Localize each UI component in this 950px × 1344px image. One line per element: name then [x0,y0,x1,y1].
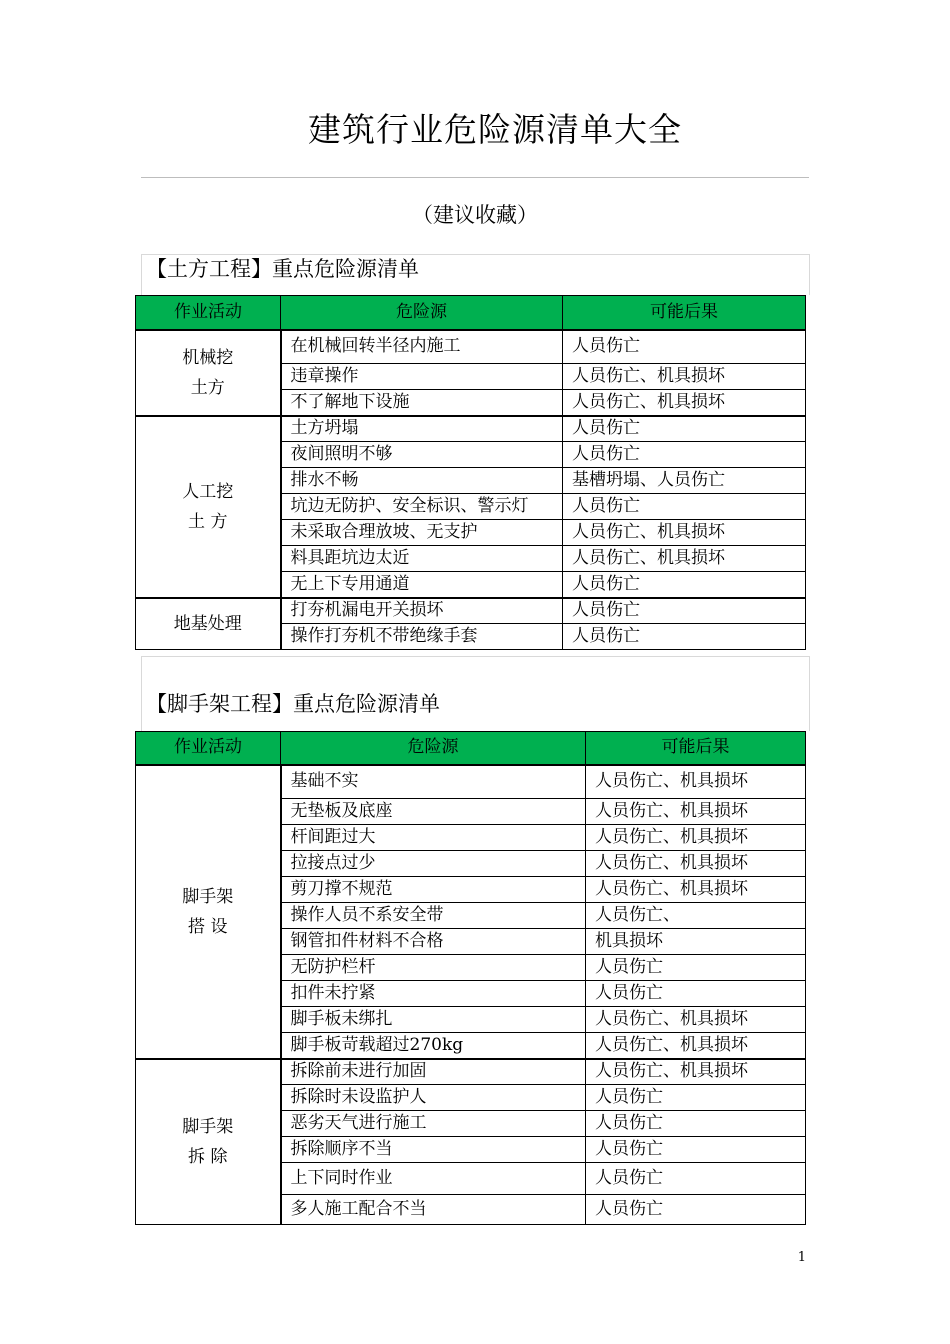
consequence-cell: 人员伤亡、机具损坏 [586,825,806,851]
hazard-cell: 在机械回转半径内施工 [281,330,563,364]
page-title: 建筑行业危险源清单大全 [308,110,682,149]
activity-label-line: 土方 [190,377,225,398]
hazard-cell: 料具距坑边太近 [281,546,563,572]
consequence-cell: 人员伤亡、机具损坏 [586,877,806,903]
consequence-cell: 人员伤亡 [563,624,806,650]
hazard-cell: 上下同时作业 [281,1163,586,1195]
consequence-cell: 人员伤亡、机具损坏 [586,765,806,799]
activity-cell [136,330,281,416]
consequence-cell: 人员伤亡 [586,1195,806,1225]
table-row [136,765,806,799]
hazard-cell: 操作打夯机不带绝缘手套 [281,624,563,650]
table-row [136,598,806,624]
hazard-cell: 违章操作 [281,364,563,390]
consequence-cell: 人员伤亡、机具损坏 [586,1007,806,1033]
consequence-cell: 人员伤亡 [563,572,806,598]
column-header-hazard: 危险源 [281,296,563,330]
consequence-cell: 人员伤亡 [586,955,806,981]
consequence-cell: 人员伤亡 [563,494,806,520]
hazard-cell: 拆除时未设监护人 [281,1085,586,1111]
consequence-cell: 人员伤亡、机具损坏 [563,390,806,416]
consequence-cell: 人员伤亡 [563,416,806,442]
hazard-cell: 杆间距过大 [281,825,586,851]
consequence-cell: 人员伤亡、机具损坏 [586,1033,806,1059]
table-row [136,416,806,442]
consequence-cell: 人员伤亡、机具损坏 [586,851,806,877]
consequence-cell: 人员伤亡 [586,1085,806,1111]
consequence-cell: 人员伤亡、机具损坏 [563,520,806,546]
consequence-cell: 人员伤亡 [563,442,806,468]
section-heading-earthwork: 【土方工程】重点危险源清单 [146,257,419,281]
consequence-cell: 人员伤亡、机具损坏 [563,364,806,390]
hazard-cell: 土方坍塌 [281,416,563,442]
table-row [136,330,806,364]
activity-cell [136,598,281,650]
consequence-cell: 机具损坏 [586,929,806,955]
hazard-cell: 脚手板苛载超过270kg [281,1033,586,1059]
hazard-cell: 拆除前未进行加固 [281,1059,586,1085]
hazard-cell: 打夯机漏电开关损坏 [281,598,563,624]
hazard-cell: 恶劣天气进行施工 [281,1111,586,1137]
consequence-cell: 人员伤亡 [586,1163,806,1195]
consequence-cell: 人员伤亡、机具损坏 [586,799,806,825]
hazard-table-earthwork [135,295,806,650]
hazard-cell: 无垫板及底座 [281,799,586,825]
consequence-cell: 人员伤亡 [563,330,806,364]
activity-cell [136,765,281,1059]
column-header-activity: 作业活动 [136,296,281,330]
consequence-cell: 人员伤亡、机具损坏 [563,546,806,572]
activity-label-line: 机械挖 [182,347,234,368]
consequence-cell: 基槽坍塌、人员伤亡 [563,468,806,494]
title-divider [141,177,809,178]
table-row [136,1059,806,1085]
activity-cell [136,416,281,598]
hazard-cell: 坑边无防护、安全标识、警示灯 [281,494,563,520]
page-subtitle: （建议收藏） [412,203,538,227]
hazard-cell: 操作人员不系安全带 [281,903,586,929]
consequence-cell: 人员伤亡 [563,598,806,624]
hazard-cell: 多人施工配合不当 [281,1195,586,1225]
section-heading-scaffolding: 【脚手架工程】重点危险源清单 [146,692,440,716]
hazard-cell: 未采取合理放坡、无支护 [281,520,563,546]
hazard-cell: 脚手板未绑扎 [281,1007,586,1033]
consequence-cell: 人员伤亡 [586,1111,806,1137]
page-number: 1 [797,1250,806,1265]
activity-label-line: 脚手架 [182,886,234,907]
consequence-cell: 人员伤亡、机具损坏 [586,1059,806,1085]
hazard-cell: 钢管扣件材料不合格 [281,929,586,955]
hazard-cell: 基础不实 [281,765,586,799]
hazard-cell: 剪刀撑不规范 [281,877,586,903]
activity-label-line: 脚手架 [182,1116,234,1137]
hazard-cell: 拉接点过少 [281,851,586,877]
activity-label-line: 搭 设 [188,916,228,937]
activity-cell [136,1059,281,1225]
hazard-table-scaffolding [135,731,806,1225]
hazard-cell: 无上下专用通道 [281,572,563,598]
activity-label-line: 地基处理 [173,613,242,634]
consequence-cell: 人员伤亡、 [586,903,806,929]
activity-label-line: 拆 除 [188,1146,228,1167]
consequence-cell: 人员伤亡 [586,981,806,1007]
column-header-hazard: 危险源 [281,732,586,765]
consequence-cell: 人员伤亡 [586,1137,806,1163]
column-header-consequence: 可能后果 [563,296,806,330]
hazard-cell: 无防护栏杆 [281,955,586,981]
column-header-consequence: 可能后果 [586,732,806,765]
column-header-activity: 作业活动 [136,732,281,765]
activity-label-line: 人工挖 [182,481,234,502]
hazard-cell: 夜间照明不够 [281,442,563,468]
activity-label-line: 土 方 [188,511,228,532]
hazard-cell: 不了解地下设施 [281,390,563,416]
hazard-cell: 拆除顺序不当 [281,1137,586,1163]
hazard-cell: 扣件未拧紧 [281,981,586,1007]
hazard-cell: 排水不畅 [281,468,563,494]
